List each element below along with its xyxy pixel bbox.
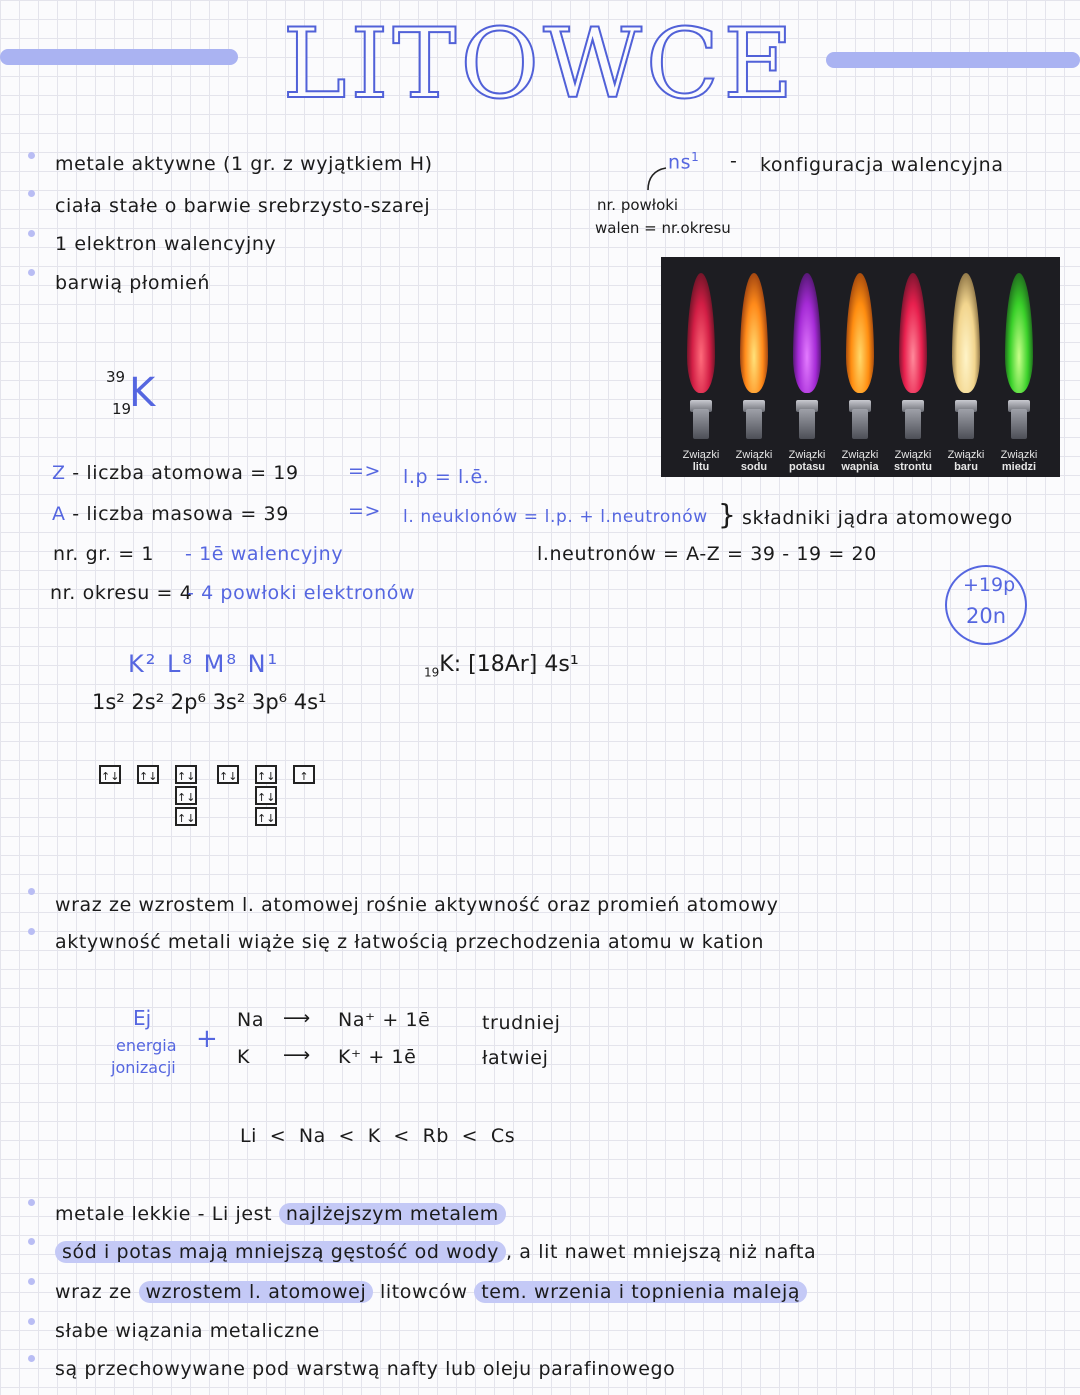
flame-shape bbox=[952, 273, 980, 393]
group-line: nr. gr. = 1 bbox=[53, 543, 155, 565]
k-left: K bbox=[237, 1046, 251, 1068]
ionization-label-2: energia bbox=[116, 1036, 177, 1055]
isotope-symbol: K bbox=[129, 370, 156, 416]
property-bullet-5: są przechowywane pod warstwą nafty lub oleju parafinowego bbox=[55, 1358, 676, 1380]
bullet-dot bbox=[28, 190, 35, 197]
bullet-dot bbox=[28, 1278, 35, 1285]
flame-item bbox=[840, 267, 880, 473]
bullet-dot bbox=[28, 888, 35, 895]
na-arrow-icon: ⟶ bbox=[283, 1007, 311, 1029]
property-bullet-3: wraz ze wzrostem l. atomowej litowców tem. wrzenia i topnienia maleją bbox=[55, 1281, 807, 1303]
k-arrow-icon: ⟶ bbox=[283, 1044, 311, 1066]
orbital-config: 1s² 2s² 2p⁶ 3s² 3p⁶ 4s¹ bbox=[92, 690, 327, 714]
neutron-calc: l.neutronów = A-Z = 39 - 19 = 20 bbox=[537, 543, 877, 565]
flame-item bbox=[787, 267, 827, 473]
flame-shape bbox=[793, 273, 821, 393]
bullet-dot bbox=[28, 928, 35, 935]
intro-bullet-2: ciała stałe o barwie srebrzysto-szarej bbox=[55, 195, 431, 217]
flame-item bbox=[681, 267, 721, 473]
orbital-box-3p: ↑↓ bbox=[255, 786, 277, 805]
k-note: łatwiej bbox=[482, 1047, 549, 1069]
flame-label: Związki strontu bbox=[894, 449, 932, 473]
na-left: Na bbox=[237, 1009, 265, 1031]
orbital-box-2s: ↑↓ bbox=[137, 765, 159, 784]
bullet-dot bbox=[28, 269, 35, 276]
flame-label: Związki wapnia bbox=[841, 449, 879, 473]
valence-dash: - bbox=[730, 150, 738, 172]
orbital-box-1s: ↑↓ bbox=[99, 765, 121, 784]
flame-label: Związki litu bbox=[682, 449, 720, 473]
z-line: Z - liczba atomowa = 19 bbox=[52, 462, 299, 484]
nucleus-note: składniki jądra atomowego bbox=[742, 507, 1013, 529]
bullet-dot bbox=[28, 1355, 35, 1362]
orbital-box-2p: ↑↓ bbox=[175, 807, 197, 826]
property-bullet-2: sód i potas mają mniejszą gęstość od wody , a lit nawet mniejszą niż nafta bbox=[55, 1241, 816, 1263]
trend-bullet-1: wraz ze wzrostem l. atomowej rośnie aktywność oraz promień atomowy bbox=[55, 894, 779, 916]
flame-label: Związki miedzi bbox=[1000, 449, 1038, 473]
alkali-series: Li < Na < K < Rb < Cs bbox=[240, 1125, 516, 1147]
orbital-box-2p: ↑↓ bbox=[175, 786, 197, 805]
bullet-dot bbox=[28, 1318, 35, 1325]
k-right: K⁺ + 1ē bbox=[338, 1046, 417, 1068]
bullet-dot bbox=[28, 1238, 35, 1245]
group-note: - 1ē walencyjny bbox=[185, 543, 344, 565]
page-title: LITOWCE bbox=[282, 8, 798, 120]
burner-body bbox=[905, 409, 921, 439]
bullet-dot bbox=[28, 230, 35, 237]
nucleus-protons: +19p bbox=[963, 574, 1016, 596]
na-note: trudniej bbox=[482, 1012, 561, 1034]
period-line: nr. okresu = 4 bbox=[50, 582, 193, 604]
isotope-number: 19 bbox=[112, 400, 132, 418]
z-result: l.p = l.ē. bbox=[403, 466, 490, 488]
a-result: l. neuklonów = l.p. + l.neutronów bbox=[403, 507, 708, 527]
burner-body bbox=[1011, 409, 1027, 439]
property-bullet-4: słabe wiązania metaliczne bbox=[55, 1320, 320, 1342]
flame-label: Związki potasu bbox=[788, 449, 826, 473]
orbital-box-3p: ↑↓ bbox=[255, 765, 277, 784]
z-arrow: => bbox=[348, 460, 382, 482]
isotope-mass: 39 bbox=[106, 368, 126, 386]
nucleus-neutrons: 20n bbox=[966, 604, 1007, 628]
ionization-label-3: jonizacji bbox=[111, 1058, 176, 1077]
intro-bullet-1: metale aktywne (1 gr. z wyjątkiem H) bbox=[55, 153, 433, 175]
orbital-box-2p: ↑↓ bbox=[175, 765, 197, 784]
burner-body bbox=[693, 409, 709, 439]
period-note: - 4 powłoki elektronów bbox=[187, 582, 416, 604]
shell-note-2: walen = nr.okresu bbox=[595, 219, 731, 237]
burner-body bbox=[746, 409, 762, 439]
a-arrow: => bbox=[348, 500, 382, 522]
ionization-label-1: Ej bbox=[133, 1006, 152, 1030]
burner-body bbox=[852, 409, 868, 439]
property-bullet-1: metale lekkie - Li jest najlżejszym metalem bbox=[55, 1203, 506, 1225]
flame-item bbox=[734, 267, 774, 473]
orbital-box-3p: ↑↓ bbox=[255, 807, 277, 826]
intro-bullet-3: 1 elektron walencyjny bbox=[55, 233, 277, 255]
bullet-dot bbox=[28, 1199, 35, 1206]
orbital-box-3s: ↑↓ bbox=[217, 765, 239, 784]
flame-test-photo bbox=[661, 257, 1060, 477]
intro-bullet-4: barwią płomień bbox=[55, 272, 211, 294]
bullet-dot bbox=[28, 152, 35, 159]
flame-label: Związki baru bbox=[947, 449, 985, 473]
shell-config: K² L⁸ M⁸ N¹ bbox=[128, 650, 280, 678]
flame-item bbox=[946, 267, 986, 473]
arrow-curve-icon bbox=[640, 164, 670, 194]
brace: } bbox=[718, 498, 736, 531]
flame-item bbox=[893, 267, 933, 473]
burner-body bbox=[958, 409, 974, 439]
ionization-plus: + bbox=[196, 1024, 218, 1054]
flame-shape bbox=[740, 273, 768, 393]
flame-label: Związki sodu bbox=[735, 449, 773, 473]
flame-shape bbox=[899, 273, 927, 393]
orbital-box-4s: ↑ bbox=[293, 765, 315, 784]
a-line: A - liczba masowa = 39 bbox=[52, 503, 289, 525]
burner-body bbox=[799, 409, 815, 439]
valence-config: $ns^1$ bbox=[668, 150, 700, 174]
flame-shape bbox=[687, 273, 715, 393]
flame-shape bbox=[1005, 273, 1033, 393]
noble-config: $_{19}$K: [18Ar] 4s¹ bbox=[424, 652, 579, 680]
flame-item bbox=[999, 267, 1039, 473]
flame-shape bbox=[846, 273, 874, 393]
trend-bullet-2: aktywność metali wiąże się z łatwością przechodzenia atomu w kation bbox=[55, 931, 765, 953]
na-right: Na⁺ + 1ē bbox=[338, 1009, 431, 1031]
shell-note-1: nr. powłoki bbox=[597, 196, 679, 214]
valence-config-label: konfiguracja walencyjna bbox=[760, 154, 1004, 176]
